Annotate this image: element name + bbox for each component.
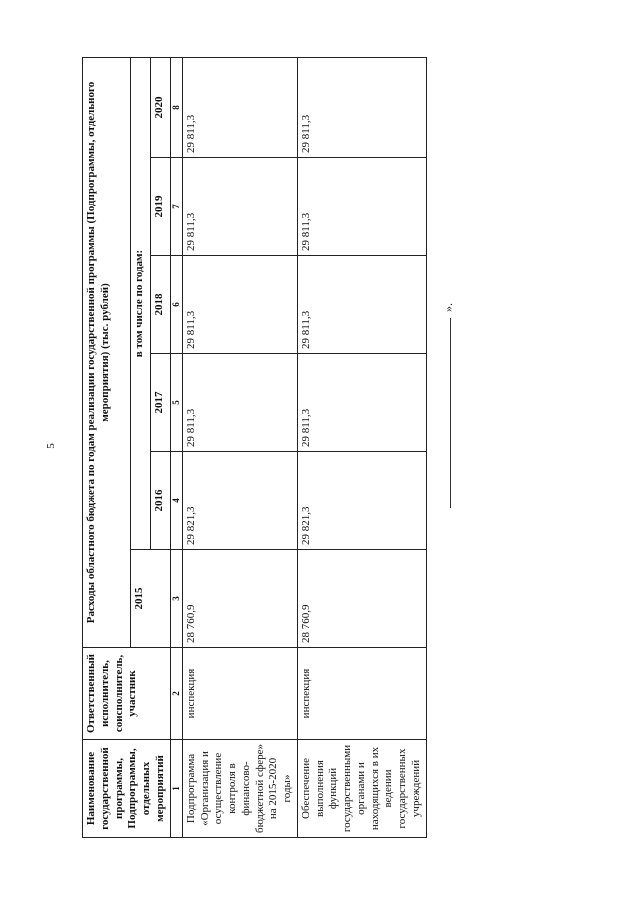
- header-year-2016: 2016: [150, 452, 170, 550]
- header-responsible: Ответственный исполнитель, соисполнитель, участник: [83, 648, 171, 740]
- row-responsible: инспекция: [182, 648, 297, 740]
- header-expenses: Расходы областного бюджета по годам реализации государственной программы (Подпрограммы, отдельного мероприятия) (тыс. рублей): [83, 58, 131, 648]
- row-program-name: Обеспечение выполнения функций государственными органами и находящихся в их ведении государственных учреждений: [297, 740, 426, 838]
- header-year-2018: 2018: [150, 256, 170, 354]
- col-number: 7: [170, 158, 182, 256]
- table-row: [182, 58, 297, 838]
- budget-table: [82, 57, 427, 838]
- closing-quote: ».: [441, 303, 455, 312]
- row-value-2015: 28 760,9: [182, 550, 297, 648]
- budget-table-rotated: [82, 58, 422, 838]
- row-value-2016: 29 821,3: [182, 452, 297, 550]
- row-value-2017: 29 811,3: [182, 354, 297, 452]
- page-number: 5: [44, 443, 57, 449]
- header-year-2019: 2019: [150, 158, 170, 256]
- row-responsible: инспекция: [297, 648, 426, 740]
- col-number: 2: [170, 648, 182, 740]
- col-number: 3: [170, 550, 182, 648]
- closing-line: [450, 318, 451, 508]
- row-value-2020: 29 811,3: [182, 58, 297, 158]
- row-value-2019: 29 811,3: [182, 158, 297, 256]
- header-year-2020: 2020: [150, 58, 170, 158]
- header-program-name: Наименование государственной программы, Подпрограммы, отдельных мероприятий: [83, 740, 171, 838]
- col-number: 4: [170, 452, 182, 550]
- row-value-2017: 29 811,3: [297, 354, 426, 452]
- row-value-2018: 29 811,3: [297, 256, 426, 354]
- row-value-2018: 29 811,3: [182, 256, 297, 354]
- row-value-2015: 28 760,9: [297, 550, 426, 648]
- header-by-years: в том числе по годам:: [131, 58, 151, 550]
- header-year-2017: 2017: [150, 354, 170, 452]
- closing-mark: [441, 300, 456, 510]
- row-value-2016: 29 821,3: [297, 452, 426, 550]
- col-number: 1: [170, 740, 182, 838]
- row-value-2020: 29 811,3: [297, 58, 426, 158]
- header-year-2015: 2015: [131, 550, 171, 648]
- col-number: 6: [170, 256, 182, 354]
- row-program-name: Подпрограмма «Организация и осуществление контроля в финансово-бюджетной сфере» на 2015-2020 годы»: [182, 740, 297, 838]
- row-value-2019: 29 811,3: [297, 158, 426, 256]
- col-number: 5: [170, 354, 182, 452]
- table-row: [297, 58, 426, 838]
- col-number: 8: [170, 58, 182, 158]
